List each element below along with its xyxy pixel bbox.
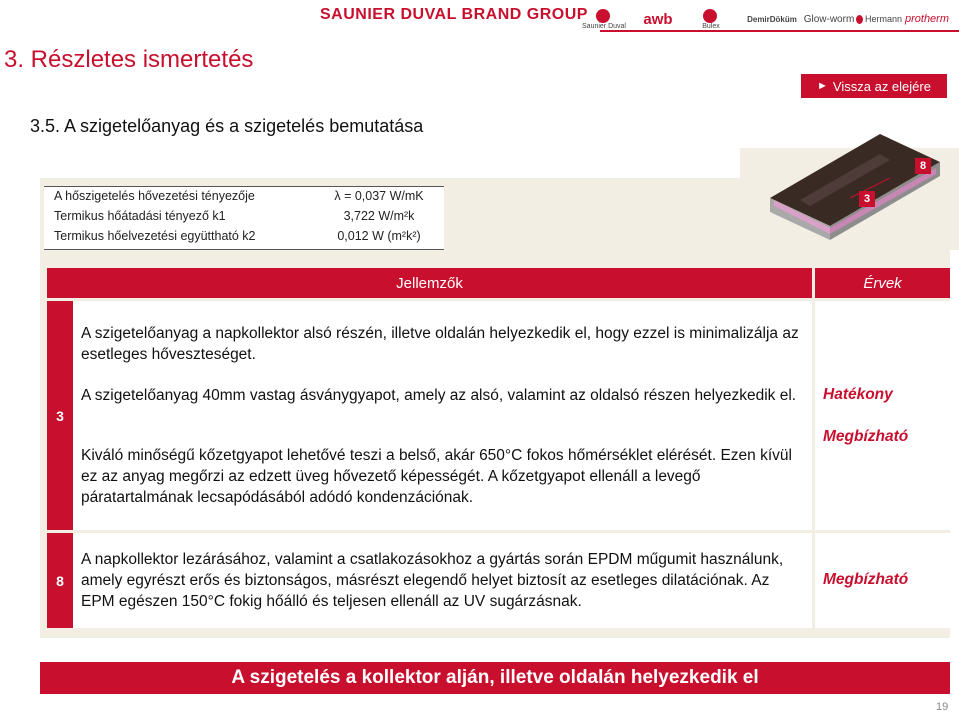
demirdokum-logo: DemirDöküm (747, 14, 797, 24)
saunier-duval-logo-icon (596, 9, 610, 23)
header-characteristics: Jellemzők (47, 268, 812, 298)
header-arguments: Érvek (815, 268, 950, 298)
collector-illustration (740, 128, 959, 250)
property-value: 0,012 W (m²k²) (337, 229, 421, 243)
row-3-argument-reliable: Megbízható (823, 428, 909, 445)
section-subtitle: 3.5. A szigetelőanyag és a szigetelés bemutatása (30, 116, 424, 136)
glow-worm-logo: Glow-worm (803, 13, 855, 25)
hermann-logo: Hermann (856, 6, 902, 32)
back-button-label: Vissza az elejére (832, 78, 931, 94)
properties-table (44, 186, 444, 250)
property-value: 3,722 W/m²k (343, 209, 415, 223)
bulex-logo: Bulex (696, 6, 726, 32)
row-3-paragraph-1: A szigetelőanyag a napkollektor alsó részén, illetve oldalán helyezkedik el, hogy ezzel is minimalizálja az esetleges hőveszteséget. (81, 325, 799, 363)
property-row (44, 187, 444, 207)
protherm-logo: protherm (904, 13, 950, 25)
row-3-argument-efficient: Hatékony (823, 386, 893, 403)
brand-group-title: SAUNIER DUVAL BRAND GROUP (320, 6, 588, 23)
page-title: 3. Részletes ismertetés (4, 46, 254, 73)
saunier-duval-logo: Saunier Duval (582, 6, 626, 32)
property-row (44, 207, 444, 227)
property-label: Termikus hőelvezetési együttható k2 (54, 229, 256, 243)
row-3-number: 3 (47, 301, 73, 530)
bulex-logo-icon (703, 9, 717, 23)
back-to-start-button[interactable] (801, 74, 947, 98)
header-divider (600, 30, 959, 32)
awb-logo: awb (643, 10, 673, 28)
row-8-paragraph: A napkollektor lezárásához, valamint a csatlakozásokhoz a gyártás során EPDM műgumit használunk, amely egyrészt erős és biztonságos, másrészt elegendő helyet biztosít az esetleges dilatációnak. Az EPM egészen 150°C fokig hőálló és teljesen ellenáll az UV sugárzásnak. (81, 551, 784, 610)
row-8-argument-reliable: Megbízható (823, 571, 909, 588)
row-3-side-cell (815, 301, 950, 530)
property-label: Termikus hőátadási tényező k1 (54, 209, 226, 223)
badge-3: 3 (859, 191, 875, 207)
play-arrow-icon: ► (817, 80, 828, 92)
row-3-paragraph-3: Kiváló minőségű kőzetgyapot lehetővé teszi a belső, akár 650°C fokos hőmérséklet elérését. Ezen kívül ez az anyag megőrzi az edzett üveg hővezető képességét. A kőzetgyapot ellenáll a levegő páratartalmának lecsapódásából adódó kondenzációnak. (81, 447, 792, 506)
badge-8: 8 (915, 158, 931, 174)
summary-banner: A szigetelés a kollektor alján, illetve oldalán helyezkedik el (40, 662, 950, 694)
row-3-paragraph-2: A szigetelőanyag 40mm vastag ásványgyapot, amely az alsó, valamint az oldalsó részen helyezkedik el. (81, 387, 797, 404)
page-number: 19 (936, 701, 949, 713)
row-8-number: 8 (47, 533, 73, 628)
property-row (44, 227, 444, 247)
collector-cross-section-image (740, 128, 959, 250)
property-label: A hőszigetelés hővezetési tényezője (54, 189, 255, 203)
property-value: λ = 0,037 W/mK (334, 189, 424, 203)
hermann-logo-icon (856, 15, 863, 24)
